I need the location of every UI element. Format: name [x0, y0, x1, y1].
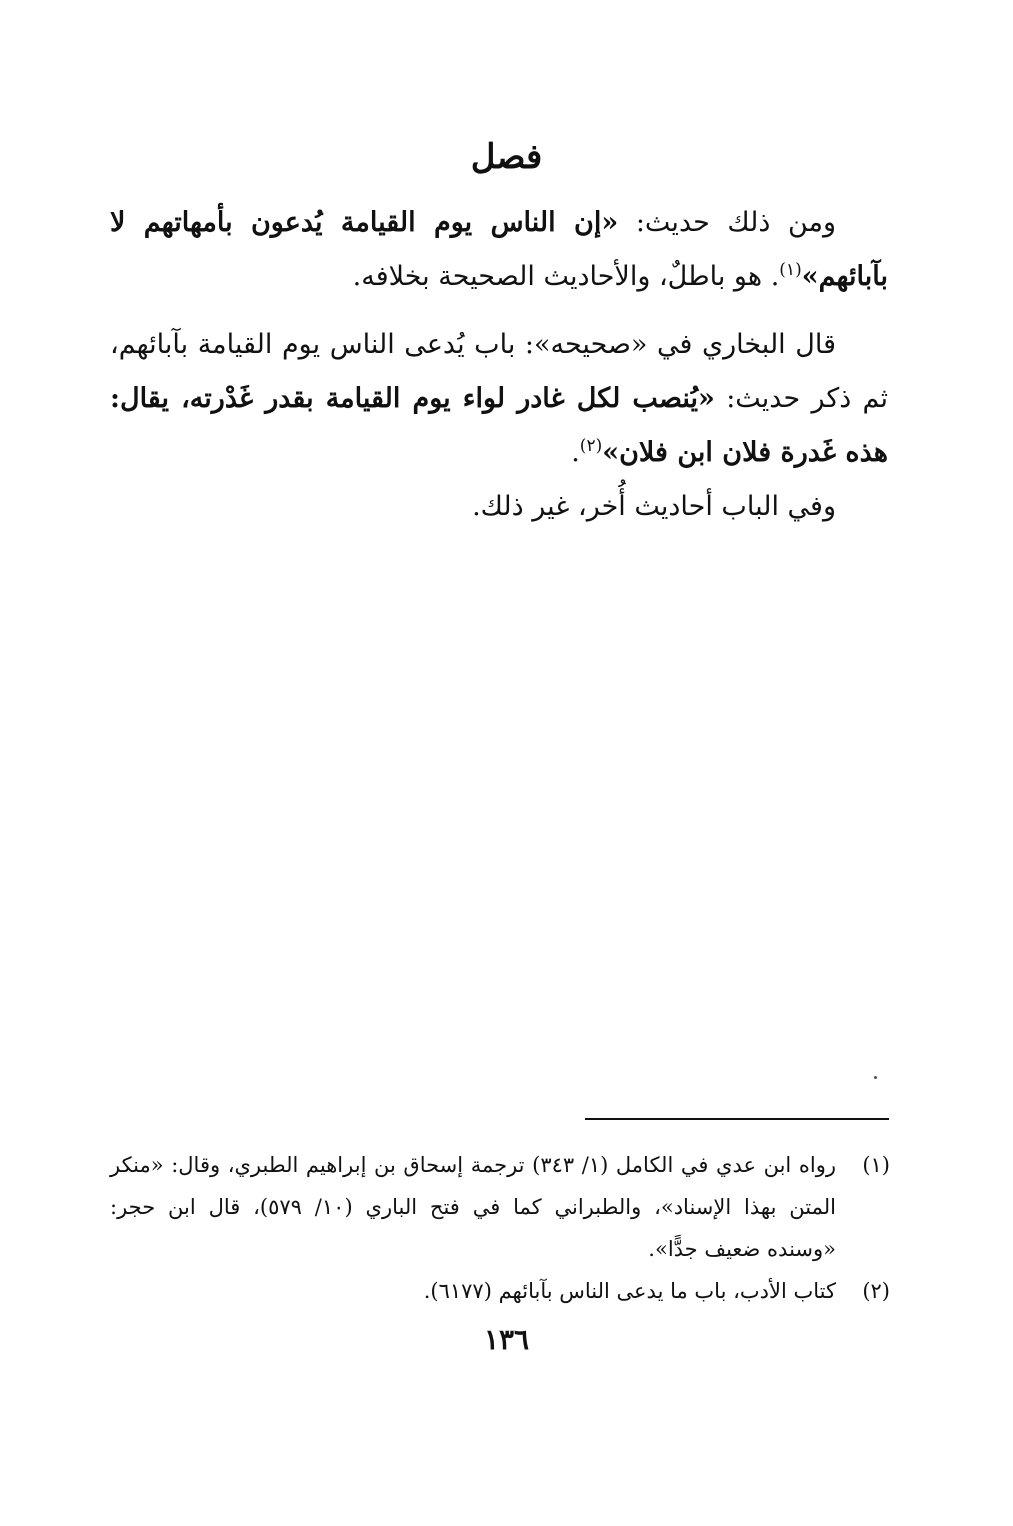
hadith-quote-1: «إن الناس يوم القيامة يُدعون بأمهاتهم لا بآبائهم»	[110, 207, 888, 292]
footnote-2-text: كتاب الأدب، باب ما يدعى الناس بآبائهم (٦١٧٧).	[423, 1279, 836, 1303]
stray-dot	[874, 1076, 877, 1079]
footnotes	[110, 1144, 890, 1312]
paragraph-2-rest: .	[571, 437, 580, 468]
paragraph-1	[110, 196, 888, 304]
footnote-ref-2: (٢)	[579, 436, 603, 456]
page-number: ١٣٦	[483, 1323, 530, 1356]
footnote-ref-1: (١)	[779, 260, 802, 280]
paragraph-2-intro: قال البخاري في «صحيحه»: باب يُدعى الناس يوم القيامة بآبائهم، ثم ذكر حديث:	[110, 329, 888, 414]
paragraph-3-text: وفي الباب أحاديث أُخر، غير ذلك.	[472, 491, 836, 522]
paragraph-1-intro: ومن ذلك حديث:	[618, 207, 837, 238]
section-heading: فصل	[470, 137, 543, 177]
footnote-separator	[585, 1118, 889, 1120]
footnote-1-text: رواه ابن عدي في الكامل (١/ ٣٤٣) ترجمة إسحاق بن إبراهيم الطبري، وقال: «منكر المتن بهذا الإسناد»، والطبراني كما في فتح الباري (١٠/ ٥٧٩)، قال ابن حجر: «وسنده ضعيف جدًّا».	[110, 1153, 836, 1261]
footnote-2-number: (٢)	[862, 1279, 890, 1303]
hadith-quote-2: «يُنصب لكل غادر لواء يوم القيامة بقدر غَدْرته، يقال: هذه غَدرة فلان ابن فلان»	[110, 383, 888, 468]
footnote-2	[110, 1270, 890, 1312]
paragraph-1-rest: . هو باطلٌ، والأحاديث الصحيحة بخلافه.	[352, 261, 780, 292]
footnote-1	[110, 1144, 890, 1270]
paragraph-2	[110, 318, 888, 480]
footnote-1-number: (١)	[862, 1153, 890, 1177]
paragraph-3	[110, 480, 888, 534]
